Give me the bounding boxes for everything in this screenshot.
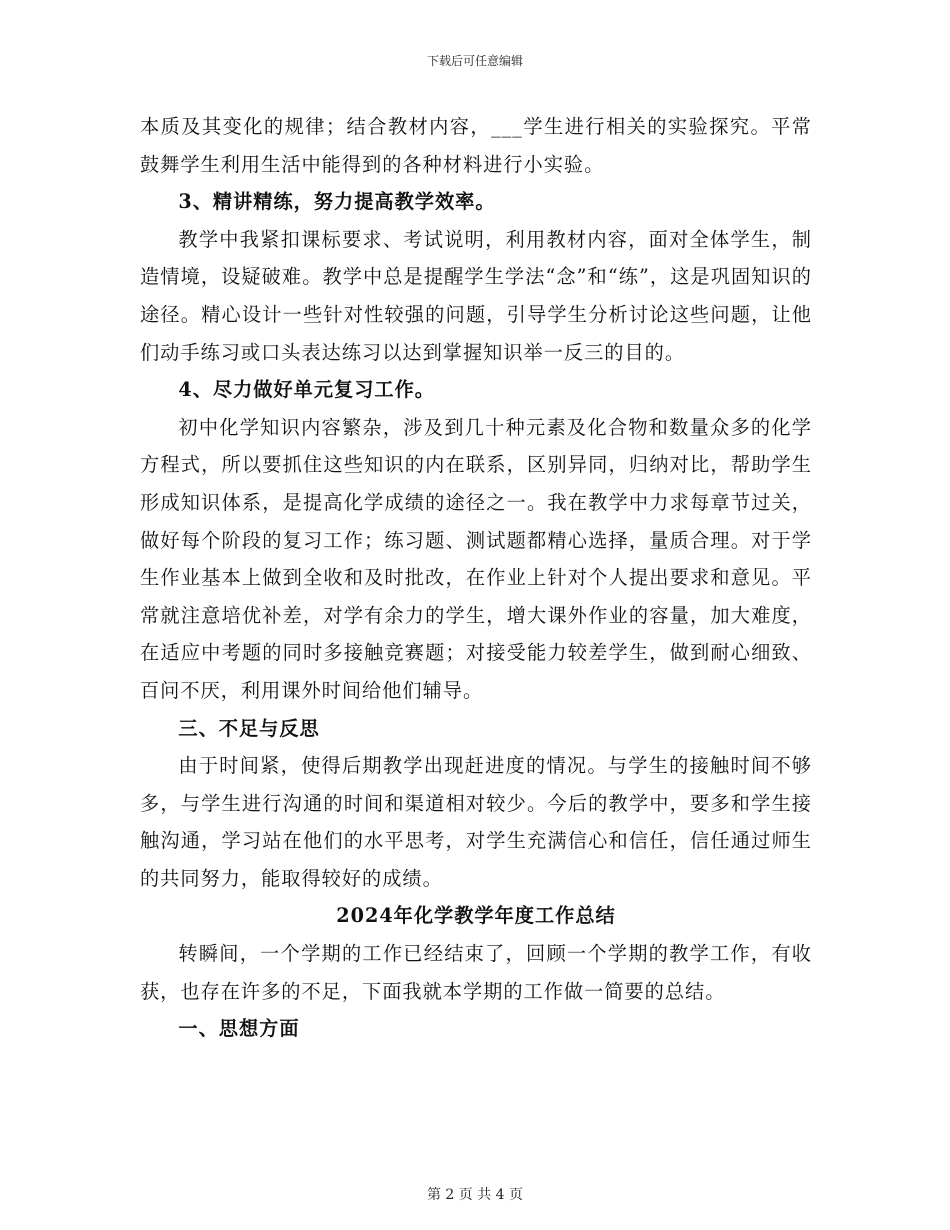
section-heading-3: 3、精讲精练，努力提高教学效率。 — [178, 190, 496, 214]
page-header: 下载后可任意编辑 — [426, 54, 523, 68]
paragraph-reflection: 由于时间紧，使得后期教学出现赶进度的情况。与学生的接触时间不够多，与学生进行沟通的时间和渠道相对较少。今后的教学中，要多和学生接触沟通，学习站在他们的水平思考，对学生充满信心和信任，信任通过师生的共同努力，能取得较好的成绩。 — [140, 754, 812, 890]
section-heading-thought: 一、思想方面 — [178, 1017, 300, 1041]
paragraph-continuation: 本质及其变化的规律；结合教材内容，___学生进行相关的实验探究。平常鼓舞学生利用生活中能得到的各种材料进行小实验。 — [140, 115, 812, 176]
page-number: 第 2 页 共 4 页 — [426, 1187, 524, 1203]
section-heading-4: 4、尽力做好单元复习工作。 — [178, 378, 435, 402]
document-body — [140, 108, 812, 1048]
paragraph-unit-review: 初中化学知识内容繁杂，涉及到几十种元素及化合物和数量众多的化学方程式，所以要抓住这些知识的内在联系，区别异同，归纳对比，帮助学生形成知识体系，是提高化学成绩的途径之一。我在教学中力求每章节过关，做好每个阶段的复习工作；练习题、测试题都精心选择，量质合理。对于学生作业基本上做到全收和及时批改，在作业上针对个人提出要求和意见。平常就注意培优补差，对学有余力的学生，增大课外作业的容量，加大难度，在适应中考题的同时多接触竞赛题；对接受能力较差学生，做到耐心细致、百问不厌，利用课外时间给他们辅导。 — [140, 415, 812, 702]
section-heading-shortcomings: 三、不足与反思 — [178, 716, 320, 740]
paragraph-teaching-efficiency: 教学中我紧扣课标要求、考试说明，利用教材内容，面对全体学生，制造情境，设疑破难。教学中总是提醒学生学法“念”和“练”，这是巩固知识的途径。精心设计一些针对性较强的问题，引导学生分析讨论这些问题，让他们动手练习或口头表达练习以达到掌握知识举一反三的目的。 — [140, 227, 812, 364]
paragraph-intro: 转瞬间，一个学期的工作已经结束了，回顾一个学期的教学工作，有收获，也存在许多的不足，下面我就本学期的工作做一简要的总结。 — [140, 942, 812, 1003]
document-title: 2024年化学教学年度工作总结 — [336, 904, 616, 928]
